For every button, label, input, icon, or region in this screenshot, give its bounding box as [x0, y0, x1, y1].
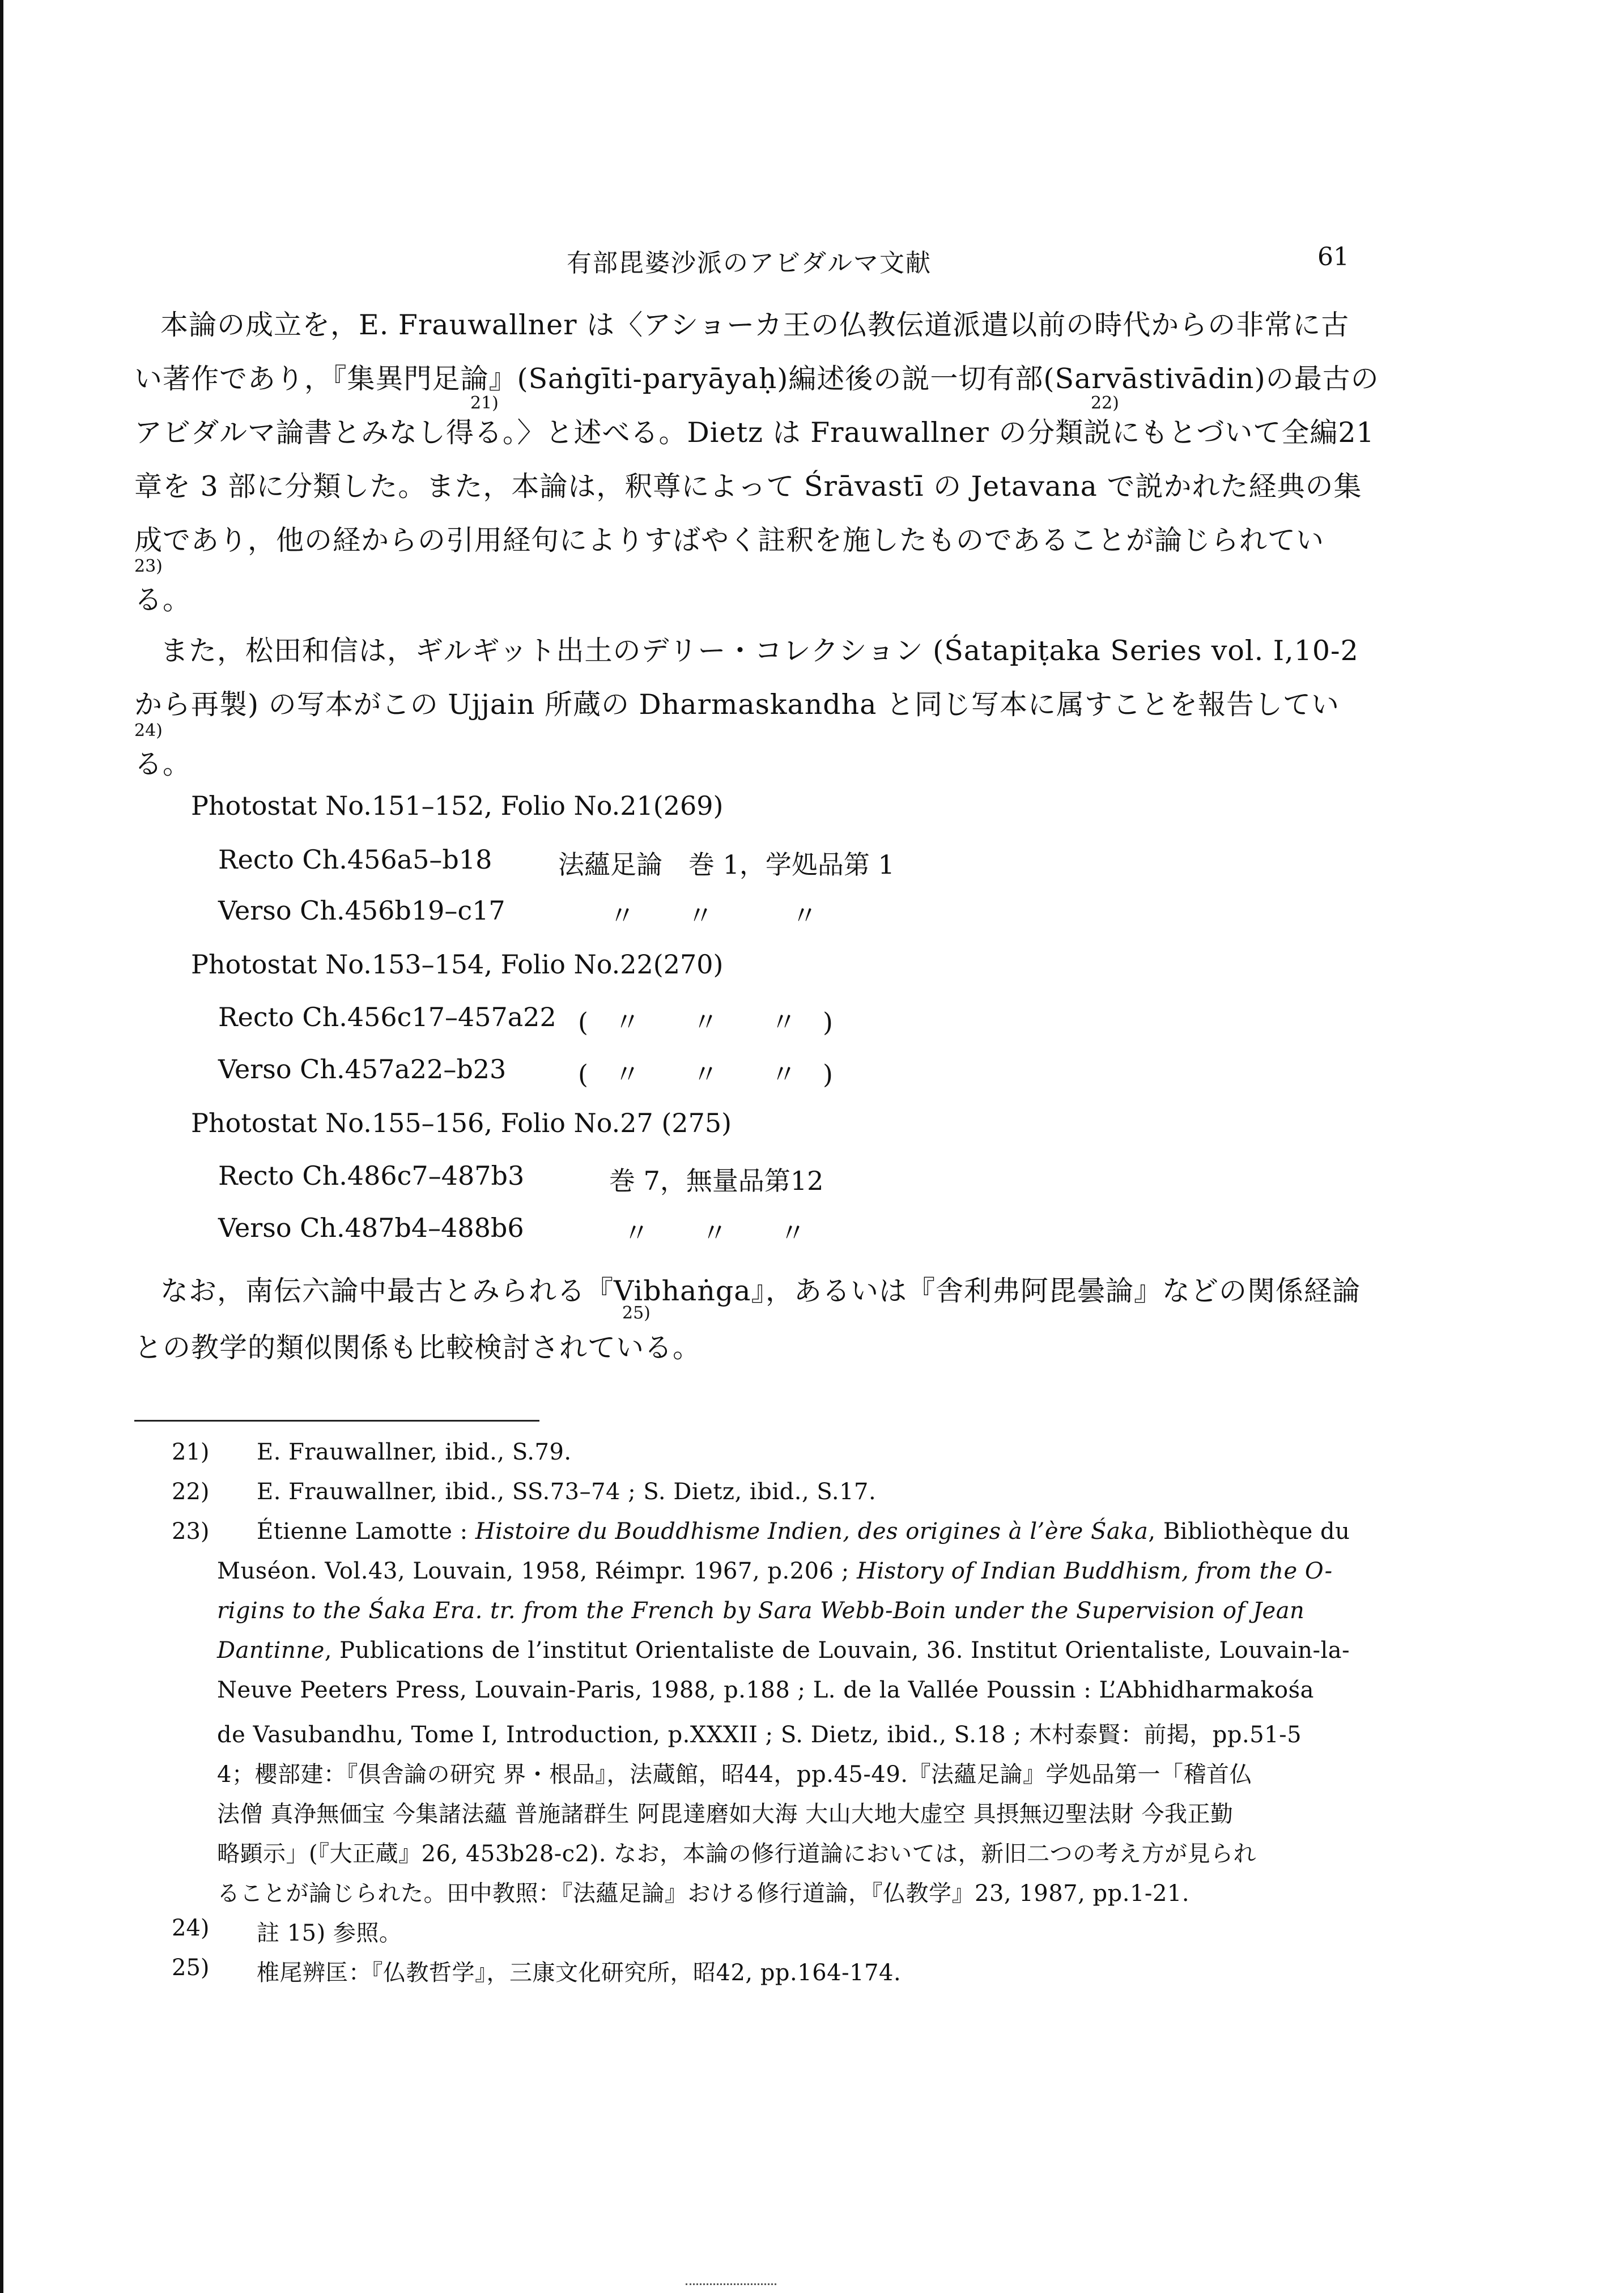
- paragraph-line: る。: [134, 584, 192, 616]
- paragraph-line: 成であり，他の経からの引用経句によりすばやく註釈を施したものであることが論じられてい: [134, 524, 1325, 556]
- footnote-text: 椎尾辨匡：『仏教哲学』，三康文化研究所，昭42, pp.164-174.: [257, 1960, 902, 1986]
- paragraph-line: また，松田和信は，ギルギット出土のデリー・コレクション (Śatapiṭaka Series vol. Ⅰ,10-2: [160, 635, 1359, 667]
- paragraph-line: との教学的類似関係も比較検討されている。: [134, 1331, 702, 1364]
- footnote-number: 21): [172, 1439, 210, 1465]
- paragraph-line: から再製) の写本がこの Ujjain 所蔵の Dharmaskandha と同じ写本に属すことを報告してい: [134, 688, 1340, 721]
- footnote-number: 22): [172, 1479, 210, 1505]
- photostat-label: Photostat No.153–154, Folio No.22(270): [191, 949, 724, 980]
- scan-artifact: [686, 2283, 776, 2285]
- paragraph-line: なお，南伝六論中最古とみられる『Vibhaṅga』，あるいは『舎利弗阿毘曇論』などの関係経論: [160, 1275, 1361, 1307]
- photostat-side: Verso Ch.456b19–c17: [218, 895, 505, 926]
- photostat-side: Recto Ch.486c7–487b3: [218, 1160, 525, 1191]
- footnote-text: Neuve Peeters Press, Louvain-Paris, 1988, p.188 ; L. de la Vallée Poussin : L’Abhidharmakośa: [217, 1677, 1314, 1703]
- photostat-content: ( 〃 〃 〃 ): [578, 1059, 833, 1090]
- footnote-ref: 21): [470, 393, 499, 413]
- footnote-ref: 23): [134, 556, 163, 576]
- paragraph-line: い著作であり，『集異門足論』(Saṅgīti-paryāyaḥ)編述後の説一切有部(Sarvāstivādin)の最古の: [134, 363, 1379, 395]
- footnote-text: 略顕示」(『大正蔵』26, 453b28-c2). なお，本論の修行道論においては，新旧二つの考え方が見られ: [217, 1841, 1257, 1867]
- paragraph-line: る。: [134, 748, 192, 780]
- footnote-text: Muséon. Vol.43, Louvain, 1958, Réimpr. 1967, p.206 ; History of Indian Buddhism, from the O-: [217, 1558, 1333, 1584]
- paragraph-line: 章を 3 部に分類した。また，本論は，釈尊によって Śrāvastī の Jetavana で説かれた経典の集: [134, 470, 1362, 503]
- photostat-side: Recto Ch.456a5–b18: [218, 844, 492, 875]
- photostat-content: ( 〃 〃 〃 ): [578, 1007, 833, 1037]
- paragraph-line: アビダルマ論書とみなし得る。〉と述べる。Dietz は Frauwallner の分類説にもとづいて全編21: [134, 416, 1375, 449]
- footnote-text: Étienne Lamotte : Histoire du Bouddhisme Indien, des origines à l’ère Śaka, Bibliothèque du: [257, 1518, 1350, 1545]
- footnote-text: E. Frauwallner, ibid., SS.73–74 ; S. Dietz, ibid., S.17.: [257, 1479, 877, 1505]
- photostat-label: Photostat No.151–152, Folio No.21(269): [191, 790, 724, 821]
- paragraph-line: 本論の成立を，E. Frauwallner は〈アショーカ王の仏教伝道派遣以前の時代からの非常に古: [160, 309, 1350, 341]
- footnote-ref: 25): [622, 1303, 651, 1323]
- photostat-content: 〃 〃 〃: [623, 1218, 806, 1248]
- footnote-number: 23): [172, 1518, 210, 1545]
- photostat-content: 〃 〃 〃: [609, 900, 818, 931]
- footnote-text: 註 15) 参照。: [257, 1920, 402, 1946]
- footnote-divider: [134, 1420, 539, 1422]
- footnote-text: 4；櫻部建：『倶舎論の研究 界・根品』，法蔵館，昭44，pp.45-49.『法蘊足論』学処品第一「稽首仏: [217, 1762, 1253, 1788]
- footnote-text: 法僧 真浄無価宝 今集諸法蘊 普施諸群生 阿毘達磨如大海 大山大地大虚空 具摂無辺聖法財 今我正勤: [217, 1801, 1234, 1827]
- photostat-label: Photostat No.155–156, Folio No.27 (275): [191, 1108, 732, 1138]
- footnote-text: E. Frauwallner, ibid., S.79.: [257, 1439, 572, 1465]
- photostat-side: Verso Ch.487b4–488b6: [218, 1213, 524, 1243]
- page-number: 61: [1317, 243, 1349, 271]
- photostat-side: Recto Ch.456c17–457a22: [218, 1002, 556, 1032]
- footnote-text: rigins to the Śaka Era. tr. from the French by Sara Webb-Boin under the Supervision of Jean: [217, 1598, 1305, 1624]
- footnote-text: ることが論じられた。田中教照：『法蘊足論』おける修行道論，『仏教学』23, 1987, pp.1-21.: [217, 1881, 1190, 1907]
- running-title: 有部毘婆沙派のアビダルマ文献: [567, 249, 932, 278]
- footnote-number: 24): [172, 1915, 210, 1941]
- page-header: [0, 243, 1624, 276]
- photostat-content: 巻 7，無量品第12: [609, 1165, 824, 1196]
- footnote-text: Dantinne, Publications de l’institut Orientaliste de Louvain, 36. Institut Orientaliste, Louvain-la-: [217, 1637, 1350, 1664]
- footnote-ref: 24): [134, 721, 163, 741]
- footnote-number: 25): [172, 1955, 210, 1981]
- photostat-side: Verso Ch.457a22–b23: [218, 1054, 507, 1084]
- footnote-text: de Vasubandhu, Tome Ⅰ, Introduction, p.XXXII ; S. Dietz, ibid., S.18 ; 木村泰賢：前掲，pp.51-5: [217, 1722, 1302, 1748]
- scan-left-edge: [0, 0, 23, 2293]
- footnote-ref: 22): [1091, 393, 1119, 413]
- photostat-content: 法蘊足論 巻 1，学処品第 1: [558, 849, 895, 880]
